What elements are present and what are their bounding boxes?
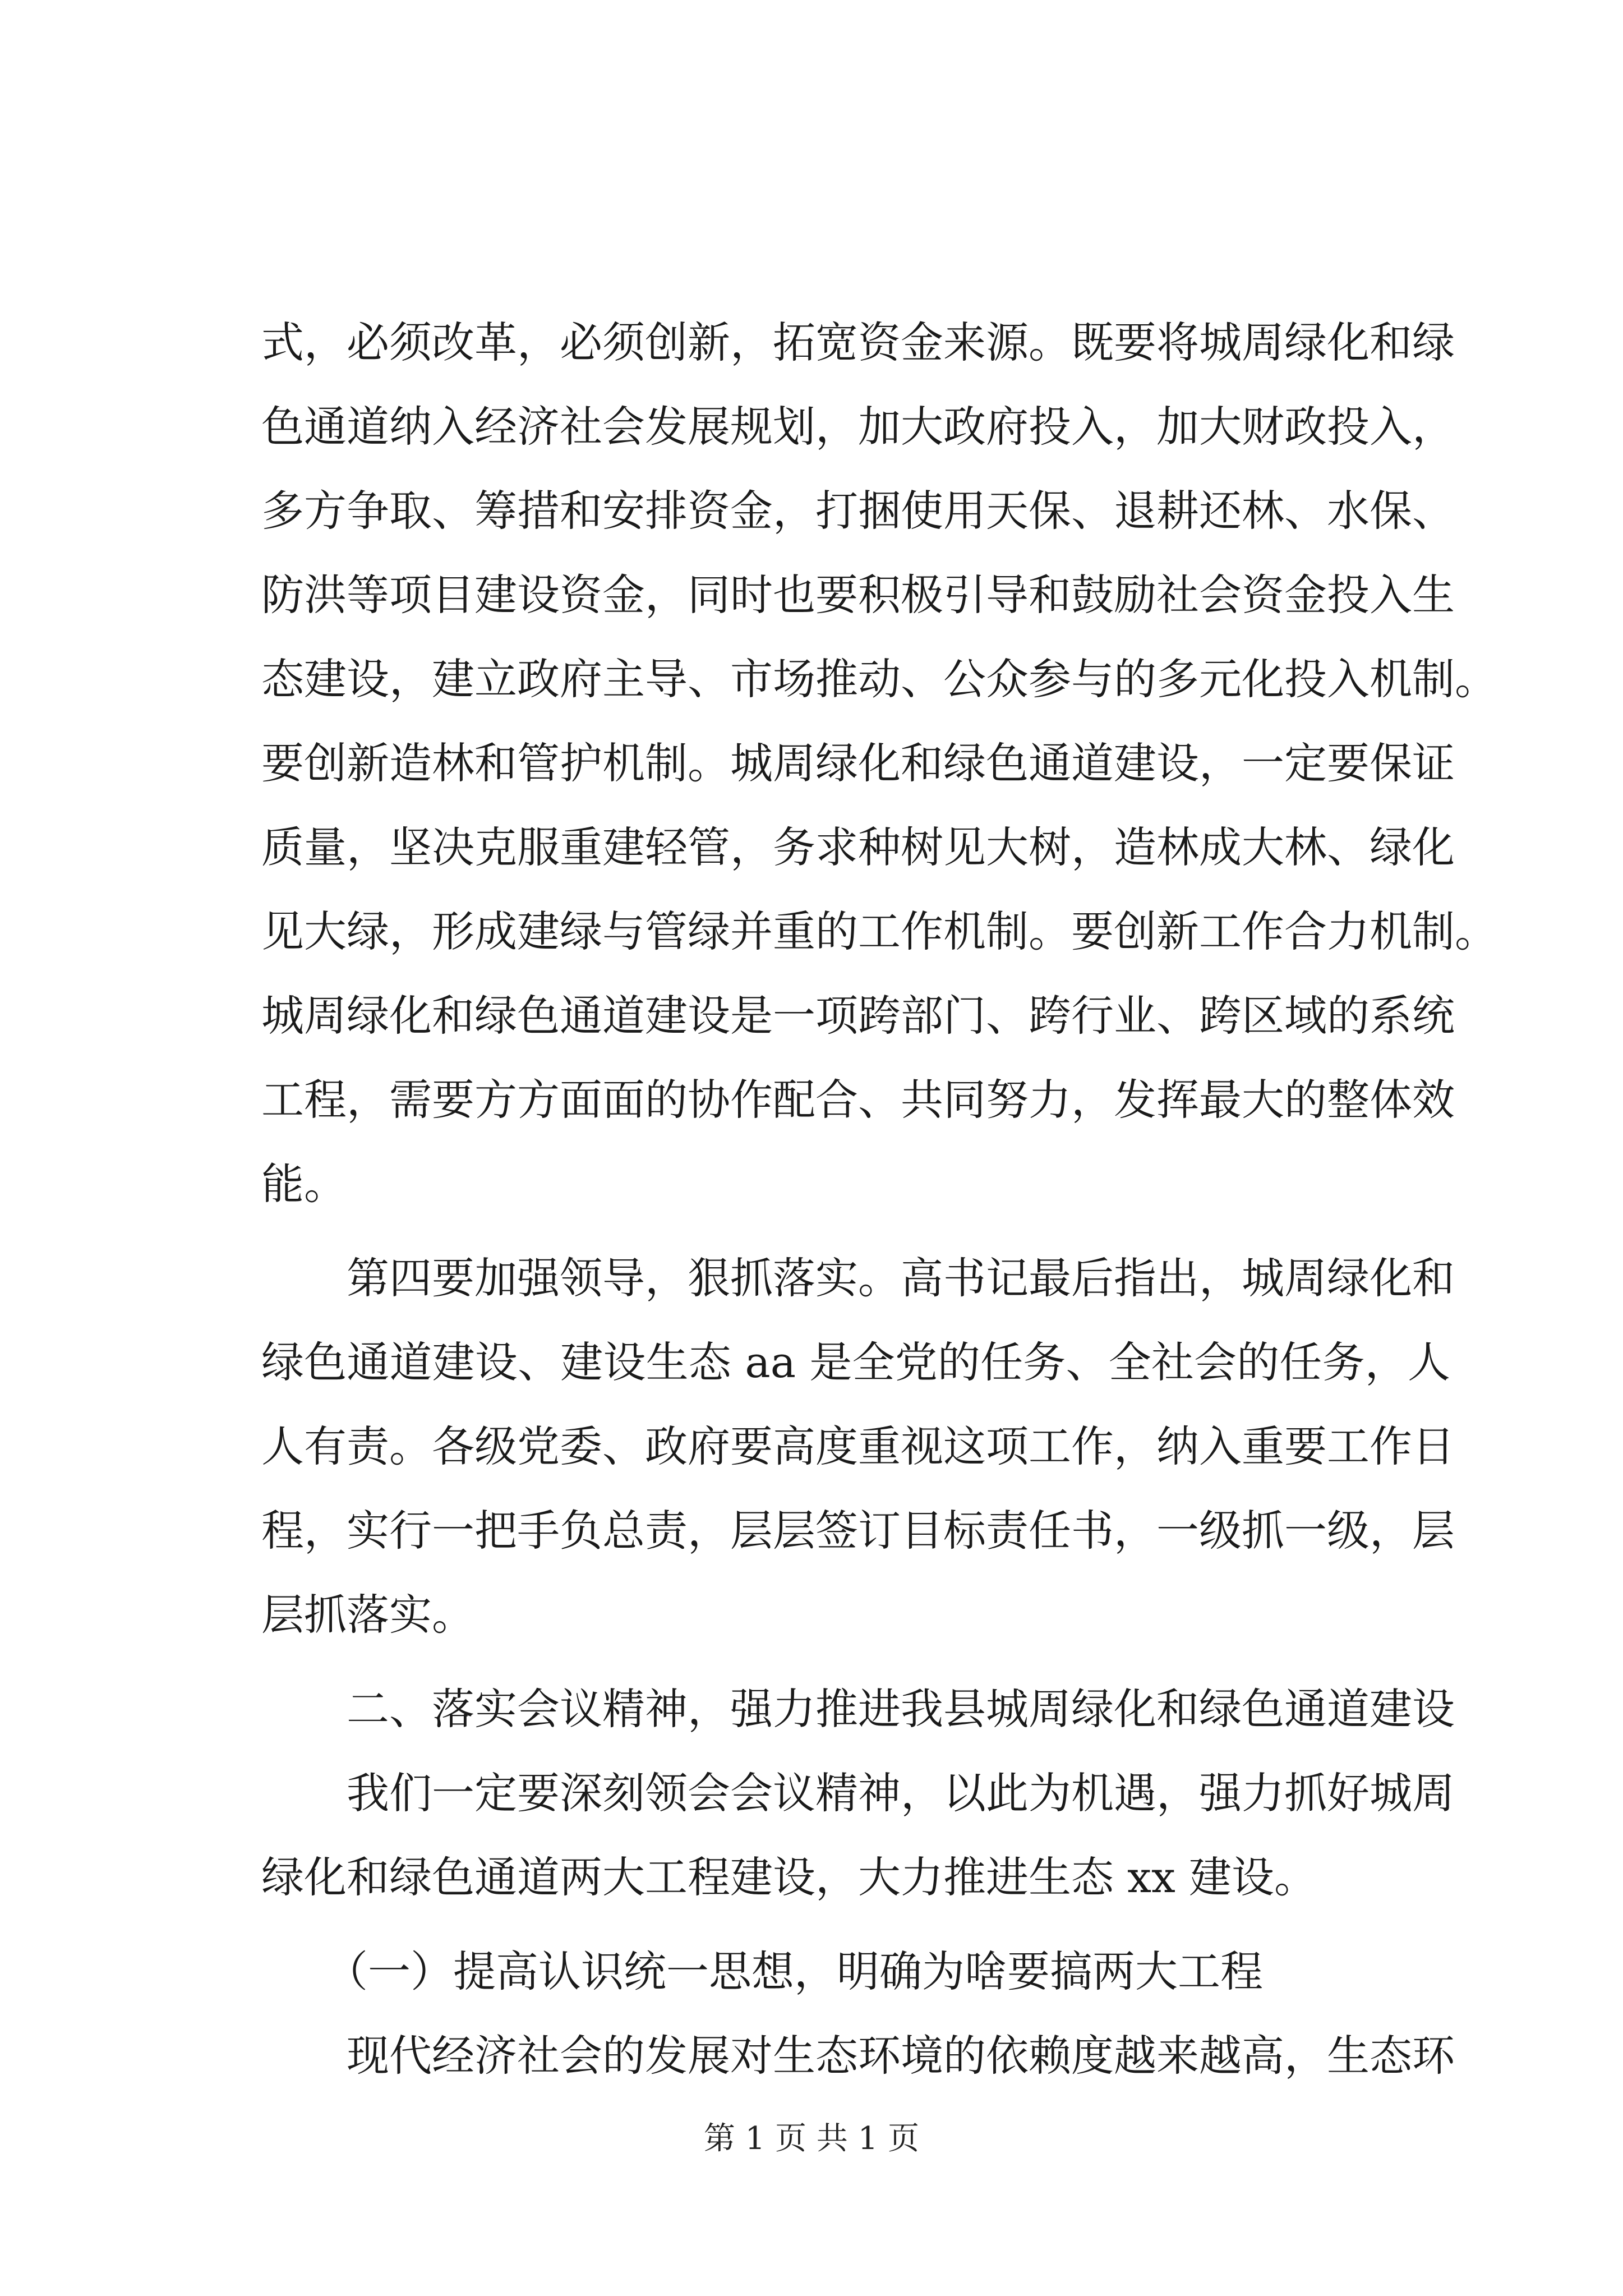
text-line: 见大绿，形成建绿与管绿并重的工作机制。要创新工作合力机制。 bbox=[261, 907, 1497, 956]
paragraph-gap bbox=[261, 1226, 1450, 1236]
text-line: 态建设，建立政府主导、市场推动、公众参与的多元化投入机制。 bbox=[261, 654, 1497, 704]
paragraph-gap bbox=[261, 1920, 1450, 1930]
text-line: 能。 bbox=[261, 1159, 347, 1209]
text-line: 质量，坚决克服重建轻管，务求种树见大树，造林成大林、绿化 bbox=[261, 822, 1455, 872]
text-line: 绿色通道建设、建设生态 aa 是全党的任务、全社会的任务，人 bbox=[261, 1337, 1450, 1387]
page-number-footer: 第 1 页 共 1 页 bbox=[703, 2120, 920, 2157]
document-body bbox=[261, 301, 1497, 2098]
text-line: 多方争取、筹措和安排资金，打捆使用天保、退耕还林、水保、 bbox=[261, 486, 1455, 536]
text-line: 工程，需要方方面面的协作配合、共同努力，发挥最大的整体效 bbox=[261, 1075, 1455, 1125]
text-line: 城周绿化和绿色通道建设是一项跨部门、跨行业、跨区域的系统 bbox=[261, 991, 1455, 1041]
text-line: 式，必须改革，必须创新，拓宽资金来源。既要将城周绿化和绿 bbox=[261, 318, 1455, 367]
section-heading: 二、落实会议精神，强力推进我县城周绿化和绿色通道建设 bbox=[261, 1684, 1455, 1734]
text-line: 程，实行一把手负总责，层层签订目标责任书，一级抓一级，层 bbox=[261, 1506, 1455, 1556]
subsection-heading: （一）提高认识统一思想，明确为啥要搞两大工程 bbox=[261, 1947, 1263, 1996]
text-line: 层抓落实。 bbox=[261, 1590, 474, 1640]
text-line: 防洪等项目建设资金，同时也要积极引导和鼓励社会资金投入生 bbox=[261, 570, 1455, 620]
text-line: 色通道纳入经济社会发展规划，加大政府投入，加大财政投入， bbox=[261, 402, 1455, 452]
text-line: 我们一定要深刻领会会议精神，以此为机遇，强力抓好城周 bbox=[261, 1768, 1455, 1818]
text-line: 第四要加强领导，狠抓落实。高书记最后指出，城周绿化和 bbox=[261, 1253, 1455, 1303]
text-line: 现代经济社会的发展对生态环境的依赖度越来越高，生态环 bbox=[261, 2031, 1455, 2081]
text-line: 人有责。各级党委、政府要高度重视这项工作，纳入重要工作日 bbox=[261, 1421, 1455, 1471]
text-line: 绿化和绿色通道两大工程建设，大力推进生态 xx 建设。 bbox=[261, 1852, 1317, 1902]
text-line: 要创新造林和管护机制。城周绿化和绿色通道建设，一定要保证 bbox=[261, 738, 1455, 788]
paragraph-gap bbox=[261, 1657, 1450, 1667]
